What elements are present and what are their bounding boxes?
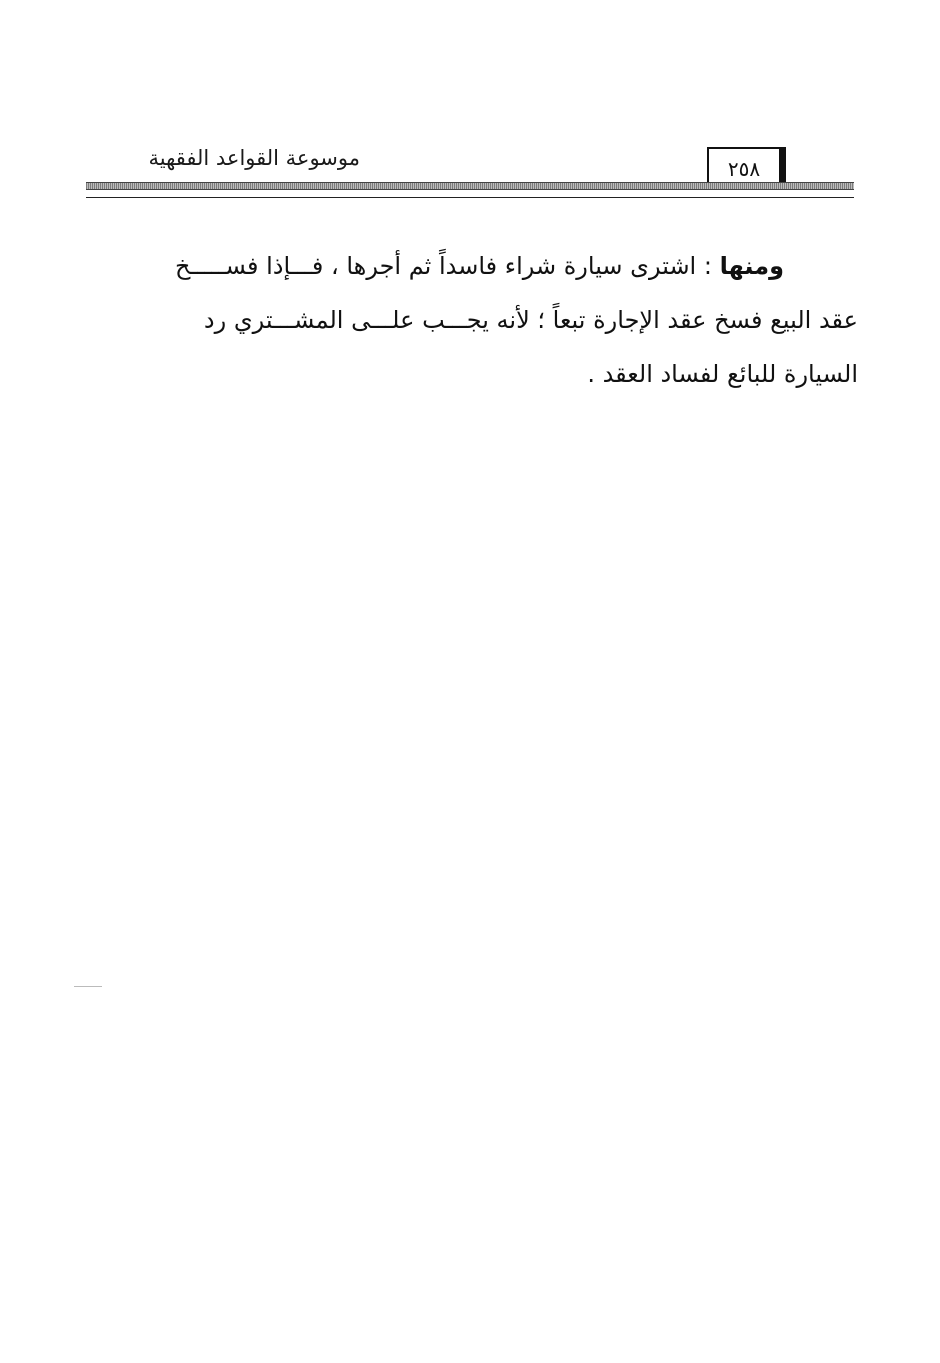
page-number: ٢٥٨: [707, 147, 786, 189]
line-1-text: : اشترى سيارة شراء فاسداً ثم أجرها ، فـــإذا فســـــخ: [174, 252, 720, 280]
header-rule: [86, 197, 854, 198]
paragraph-line-1: [84, 239, 858, 293]
paragraph-line-2: عقد البيع فسخ عقد الإجارة تبعاً ؛ لأنه يجـــب علـــى المشـــتري رد: [203, 306, 858, 334]
lead-word: ومنها: [719, 252, 784, 280]
header-decorative-band: [86, 182, 854, 190]
body-paragraph: [84, 239, 858, 401]
scan-speck: [74, 986, 102, 987]
paragraph-line-3: السيارة للبائع لفساد العقد .: [587, 360, 858, 388]
running-title: موسوعة القواعد الفقهية: [148, 146, 360, 170]
